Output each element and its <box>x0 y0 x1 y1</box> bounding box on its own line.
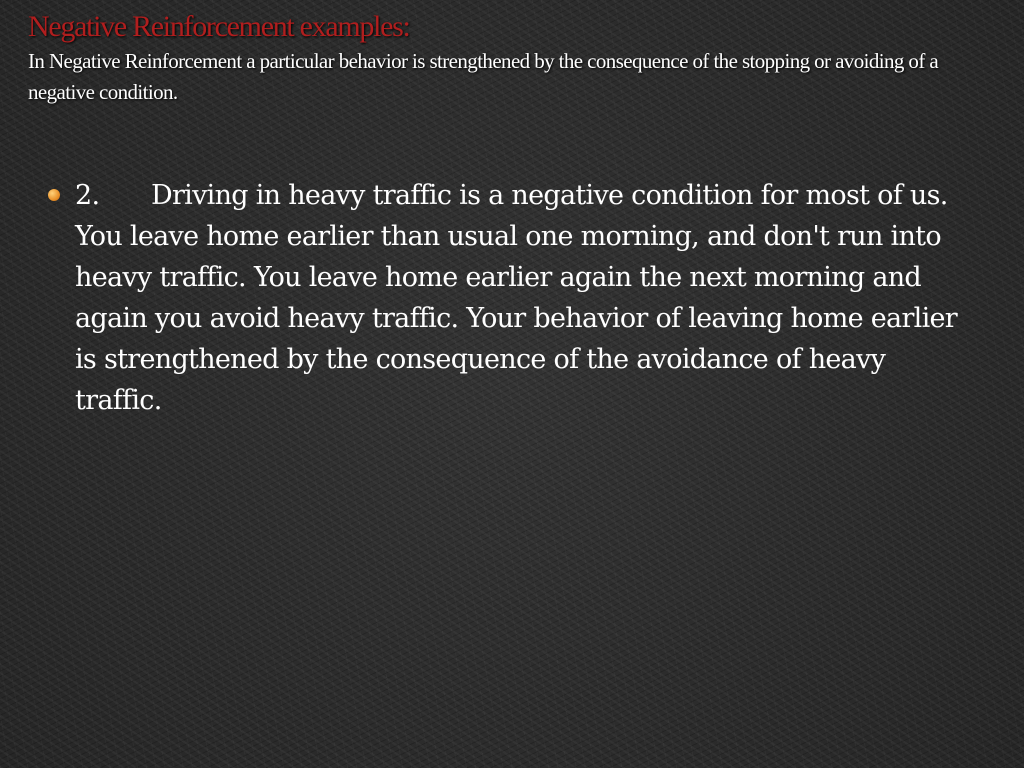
title-area <box>28 8 1008 108</box>
bullet-item <box>48 175 968 421</box>
slide-title: Negative Reinforcement examples: <box>28 10 410 43</box>
bullet-text: Driving in heavy traffic is a negative condition for most of us. You leave home earlier than usual one morning, and don't run into heavy traffic. You leave home earlier again the next morning and again you avoid heavy traffic. Your behavior of leaving home earlier is strengthened by the consequence of the avoidance of heavy traffic. <box>75 180 958 416</box>
slide-subtitle: In Negative Reinforcement a particular behavior is strengthened by the consequence of the stopping or avoiding of a negative condition. <box>28 49 939 104</box>
bullet-number: 2. <box>75 180 100 211</box>
content-area <box>48 175 968 421</box>
bullet-dot-icon <box>48 189 60 201</box>
